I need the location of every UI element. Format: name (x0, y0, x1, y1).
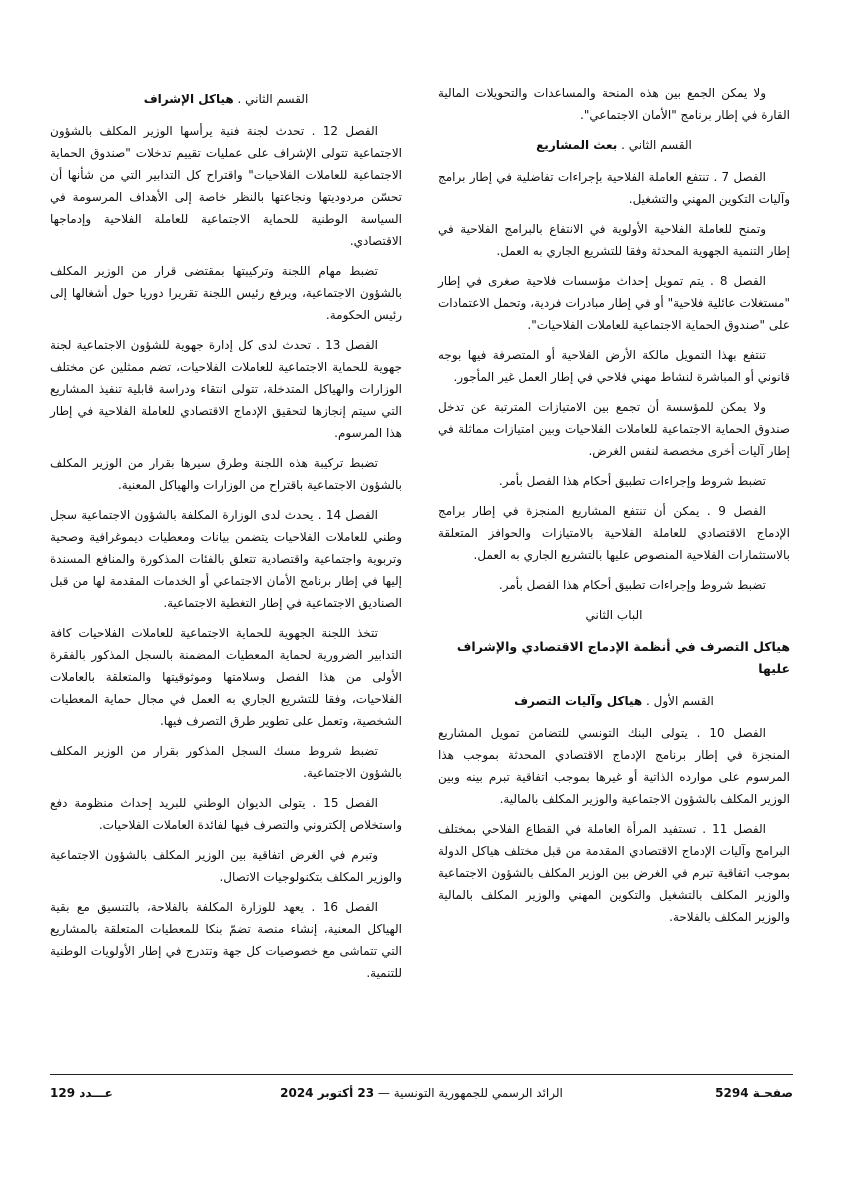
paragraph: تضبط شروط مسك السجل المذكور بقرار من الوزير المكلف بالشؤون الاجتماعية. (50, 744, 402, 780)
section-prefix: القسم الأول . (642, 694, 714, 708)
article-11: الفصل 11 . تستفيد المرأة العاملة في القطاع الفلاحي بمختلف البرامج وآليات الإدماج الاقتصادي المقدمة من قبل مختلف هياكل الدولة بموجب اتفاقية تبرم في الغرض بين الوزير المكلف بالشؤون الاجتماعية والوزير المكلف بالتشغيل والتكوين المهني والوزير المكلف بالمالية والوزير المكلف بالفلاحة. (438, 822, 790, 924)
paragraph: تضبط شروط وإجراءات تطبيق أحكام هذا الفصل بأمر. (498, 474, 766, 488)
journal-line (50, 1080, 793, 1106)
paragraph: ولا يمكن الجمع بين هذه المنحة والمساعدات والتحويلات المالية القارة في إطار برنامج "الأمان الاجتماعي". (438, 86, 790, 122)
article-9: الفصل 9 . يمكن أن تنتفع المشاريع المنجزة في إطار برامج الإدماج الاقتصادي للعاملة الفلاحية بالامتيازات والحوافز المتعلقة بالاستثمارات الفلاحية المنصوص عليها بالتشريع الجاري به العمل. (438, 504, 790, 562)
chapter-title: هياكل التصرف في أنظمة الإدماج الاقتصادي والإشراف عليها (456, 639, 790, 676)
journal-name: الرائد الرسمي للجمهورية التونسية — (374, 1086, 563, 1100)
article-15: الفصل 15 . يتولى الديوان الوطني للبريد إحداث منظومة دفع واستخلاص إلكتروني والتصرف فيها لفائدة العاملات الفلاحيات. (50, 796, 402, 832)
paragraph: تتخذ اللجنة الجهوية للحماية الاجتماعية للعاملات الفلاحيات كافة التدابير الضرورية لحماية المعطيات المضمنة بالسجل المذكور بالفقرة الأولى من هذا الفصل وسلامتها وموثوقيتها والمتعلقة بالعاملات الفلاحيات، وفقا للتشريع الجاري به العمل في مجال حماية المعطيات الشخصية، وتعمل على تطوير طرق التصرف فيها. (50, 626, 402, 728)
paragraph: ولا يمكن للمؤسسة أن تجمع بين الامتيازات المترتبة عن تدخل صندوق الحماية الاجتماعية للعاملات الفلاحيات وبين امتيازات مماثلة في إطار آليات أخرى مخصصة لنفس الغرض. (438, 400, 790, 458)
paragraph: تنتفع بهذا التمويل مالكة الأرض الفلاحية أو المتصرفة فيها بوجه قانوني أو المباشرة لنشاط مهني فلاحي في إطار العمل غير المأجور. (438, 348, 790, 384)
paragraph: وتبرم في الغرض اتفاقية بين الوزير المكلف بالشؤون الاجتماعية والوزير المكلف بتكنولوجيات الاتصال. (50, 848, 402, 884)
footer-divider (50, 1074, 793, 1075)
section-heading (438, 690, 790, 712)
section-heading (50, 88, 402, 110)
paragraph: وتمنح للعاملة الفلاحية الأولوية في الانتفاع بالبرامج الفلاحية في إطار التنمية الجهوية المحدثة وفقا للتشريع الجاري به العمل. (438, 222, 790, 258)
section-heading (438, 134, 790, 156)
section-prefix: القسم الثاني . (617, 138, 692, 152)
article-10: الفصل 10 . يتولى البنك التونسي للتضامن تمويل المشاريع المنجزة في إطار برنامج الإدماج الاقتصادي المحدثة بموجب هذا المرسوم على موارده الذاتية أو غيرها بموجب اتفاقية تبرم بينه وبين الوزير المكلف بالشؤون الاجتماعية والوزير المكلف بالمالية. (438, 726, 790, 806)
section-title: هياكل الإشراف (143, 92, 234, 106)
section-title: بعث المشاريع (536, 138, 618, 152)
right-column (438, 82, 790, 936)
issue-number: عـــدد 129 (50, 1086, 113, 1100)
article-13: الفصل 13 . تحدث لدى كل إدارة جهوية للشؤون الاجتماعية لجنة جهوية للحماية الاجتماعية للعاملات الفلاحيات، تضم ممثلين عن مختلف الوزارات والهياكل المتدخلة، تتولى انتقاء ودراسة قابلية تنفيذ المشاريع التي سيتم إنجازها لتحقيق الإدماج الاقتصادي للعاملة الفلاحية في إطار هذا المرسوم. (50, 338, 402, 440)
article-14: الفصل 14 . يحدث لدى الوزارة المكلفة بالشؤون الاجتماعية سجل وطني للعاملات الفلاحيات يتضمن بيانات ومعطيات ديموغرافية وصحية وتربوية واجتماعية واقتصادية تتعلق بالفئات المذكورة والمنافع المسندة إليها في إطار برنامج الأمان الاجتماعي أو الخدمات المقدمة لها من قبل الصناديق الاجتماعية في إطار التغطية الاجتماعية. (50, 508, 402, 610)
section-prefix: القسم الثاني . (233, 92, 309, 106)
issue-date: 23 أكتوبر 2024 (280, 1086, 375, 1100)
chapter-heading: الباب الثاني (585, 608, 643, 622)
article-16: الفصل 16 . يعهد للوزارة المكلفة بالفلاحة، بالتنسيق مع بقية الهياكل المعنية، إنشاء منصة تضمّ بنكا للمعطيات المتعلقة بالمشاريع التي تتماشى مع خصوصيات كل جهة وتتدرج في إطار الأولويات الوطنية للتنمية. (50, 900, 402, 980)
article-12: الفصل 12 . تحدث لجنة فنية يرأسها الوزير المكلف بالشؤون الاجتماعية تتولى الإشراف على عمليات تقييم تدخلات "صندوق الحماية الاجتماعية للعاملات الفلاحيات" واقتراح كل التدابير التي من شأنها أن تحسّن مردوديتها ونجاعتها بالنظر خاصة إلى الأهداف المرسومة في السياسة الوطنية للحماية الاجتماعية للعاملة الفلاحية وإدماجها الاقتصادي. (50, 124, 402, 248)
article-7: الفصل 7 . تنتفع العاملة الفلاحية بإجراءات تفاضلية في إطار برامج وآليات التكوين المهني والتشغيل. (438, 170, 790, 206)
page-footer (50, 1080, 793, 1106)
left-column (50, 82, 402, 992)
paragraph: تضبط مهام اللجنة وتركيبتها بمقتضى قرار من الوزير المكلف بالشؤون الاجتماعية، ويرفع رئيس اللجنة تقريرا دوريا حول أشغالها إلى رئيس الحكومة. (50, 264, 402, 322)
section-title: هياكل وآليات التصرف (514, 694, 643, 708)
page-number: صفحـة 5294 (715, 1086, 793, 1100)
paragraph: تضبط تركيبة هذه اللجنة وطرق سيرها بقرار من الوزير المكلف بالشؤون الاجتماعية باقتراح من الوزارات والهياكل المعنية. (50, 456, 402, 492)
article-8: الفصل 8 . يتم تمويل إحداث مؤسسات فلاحية صغرى في إطار "مستغلات عائلية فلاحية" أو في إطار مبادرات فردية، وتحمل الاعتمادات على "صندوق الحماية الاجتماعية للعاملات الفلاحيات". (438, 274, 790, 332)
paragraph: تضبط شروط وإجراءات تطبيق أحكام هذا الفصل بأمر. (498, 578, 766, 592)
